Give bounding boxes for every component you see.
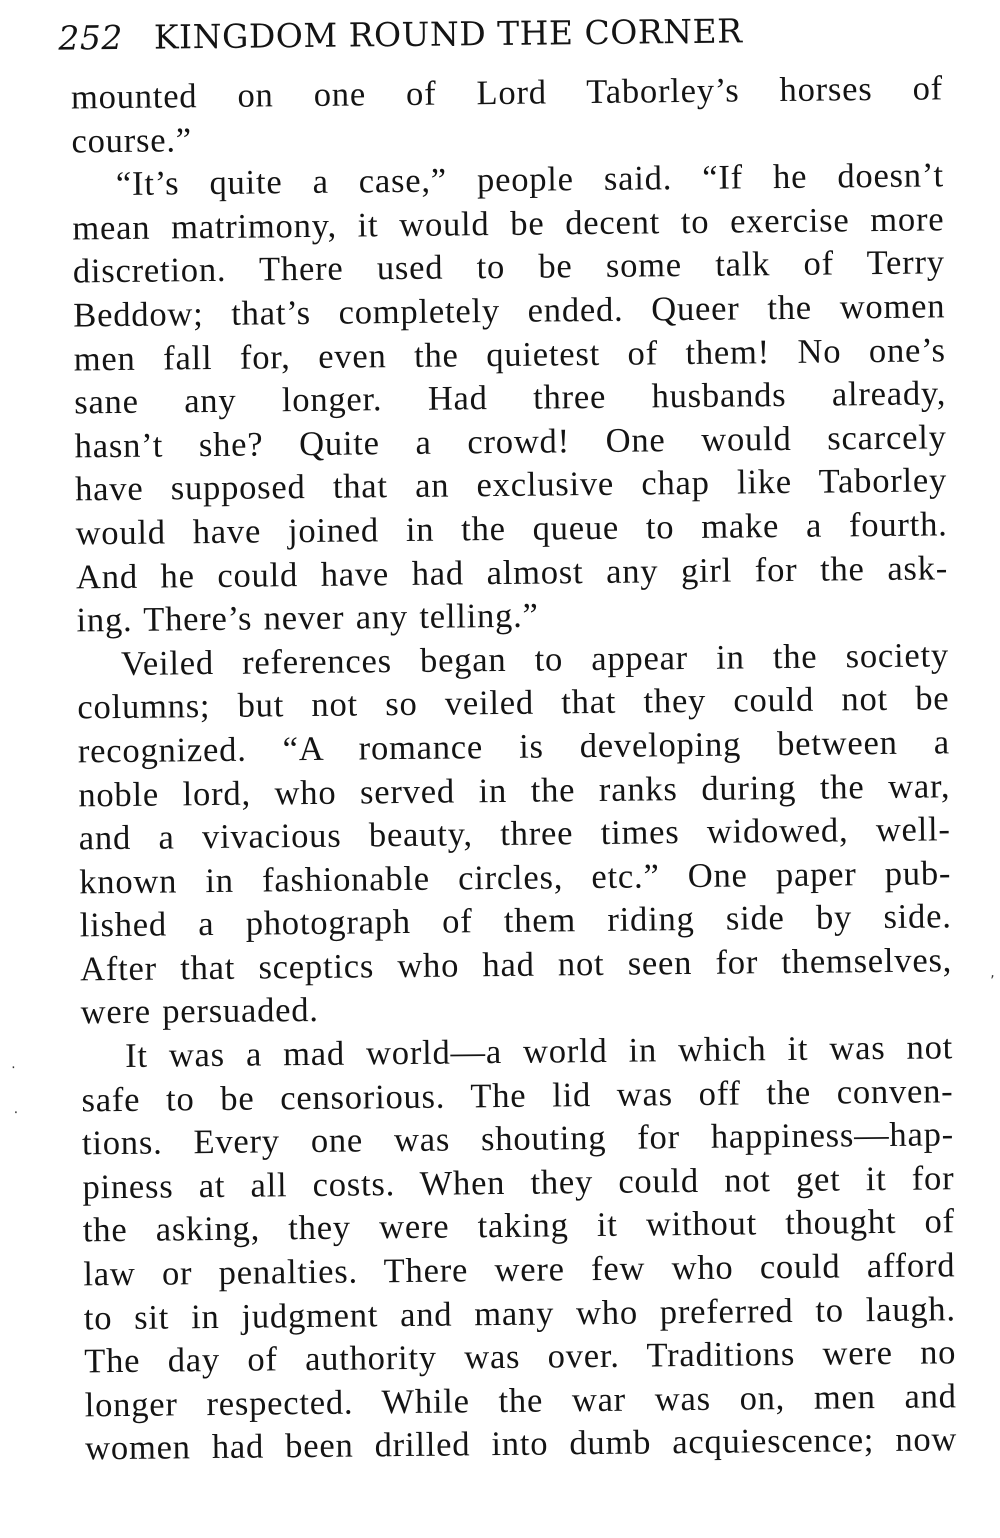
text-line: sane any longer. Had three husbands already, xyxy=(74,374,947,422)
paragraph-3 xyxy=(77,634,953,1035)
scan-speck: · xyxy=(13,1105,19,1122)
page-header xyxy=(58,3,938,64)
text-line: columns; but not so veiled that they could not be xyxy=(77,679,950,727)
text-line: noble lord, who served in the ranks during the war, xyxy=(78,766,951,814)
text-line: It was a mad world—a world in which it was not xyxy=(124,1028,954,1076)
text-line: to sit in judgment and many who preferred to laugh. xyxy=(83,1289,956,1338)
body-text xyxy=(71,67,958,1471)
text-line: hasn’t she? Quite a crowd! One would scarcely xyxy=(74,418,947,466)
text-line: ing. There’s never any telling.” xyxy=(76,596,539,640)
text-line: discretion. There used to be some talk of Terry xyxy=(72,243,946,291)
paragraph-4 xyxy=(81,1026,958,1471)
text-line: mean matrimony, it would be decent to exercise more xyxy=(72,200,945,248)
text-line: longer respected. While the war was on, men and xyxy=(84,1377,957,1425)
text-line: piness at all costs. When they could not get it for xyxy=(82,1159,955,1207)
scan-speck: , xyxy=(990,964,995,981)
text-line: have supposed that an exclusive chap like Taborley xyxy=(74,461,948,509)
text-line: law or penalties. There were few who could afford xyxy=(83,1246,956,1294)
text-line: “It’s quite a case,” people said. “If he doesn’t xyxy=(115,156,945,204)
paragraph-1 xyxy=(71,67,944,163)
text-line: Veiled references began to appear in the society xyxy=(120,636,950,683)
text-line: After that sceptics who had not seen for themselves, xyxy=(79,941,953,989)
text-line: would have joined in the queue to make a fourth. xyxy=(75,505,948,553)
text-line: and a vivacious beauty, three times widowed, well- xyxy=(78,810,951,858)
text-line: the asking, they were taking it without thought of xyxy=(82,1202,956,1250)
paragraph-2 xyxy=(72,155,949,644)
text-line: known in fashionable circles, etc.” One paper pub- xyxy=(79,853,952,902)
text-line: Beddow; that’s completely ended. Queer the women xyxy=(73,287,946,335)
text-line: lished a photograph of them riding side by side. xyxy=(79,897,952,945)
scan-speck: · xyxy=(11,1060,16,1077)
text-line: And he could have had almost any girl for the ask- xyxy=(75,548,949,596)
text-line: men fall for, even the quietest of them! No one’s xyxy=(73,330,946,379)
text-line: mounted on one of Lord Taborley’s horses of xyxy=(70,69,944,117)
text-line: recognized. “A romance is developing between a xyxy=(77,723,951,771)
text-line: The day of authority was over. Traditions were no xyxy=(84,1333,957,1381)
text-line: course.” xyxy=(71,120,193,161)
running-head: KINGDOM ROUND THE CORNER xyxy=(153,11,743,57)
text-line: safe to be censorious. The lid was off the conven- xyxy=(81,1071,954,1120)
page-number: 252 xyxy=(58,17,124,58)
text-line: tions. Every one was shouting for happiness—hap- xyxy=(81,1115,955,1163)
text-line: were persuaded. xyxy=(80,991,319,1032)
text-line: women had been drilled into dumb acquiescence; now xyxy=(84,1420,958,1468)
